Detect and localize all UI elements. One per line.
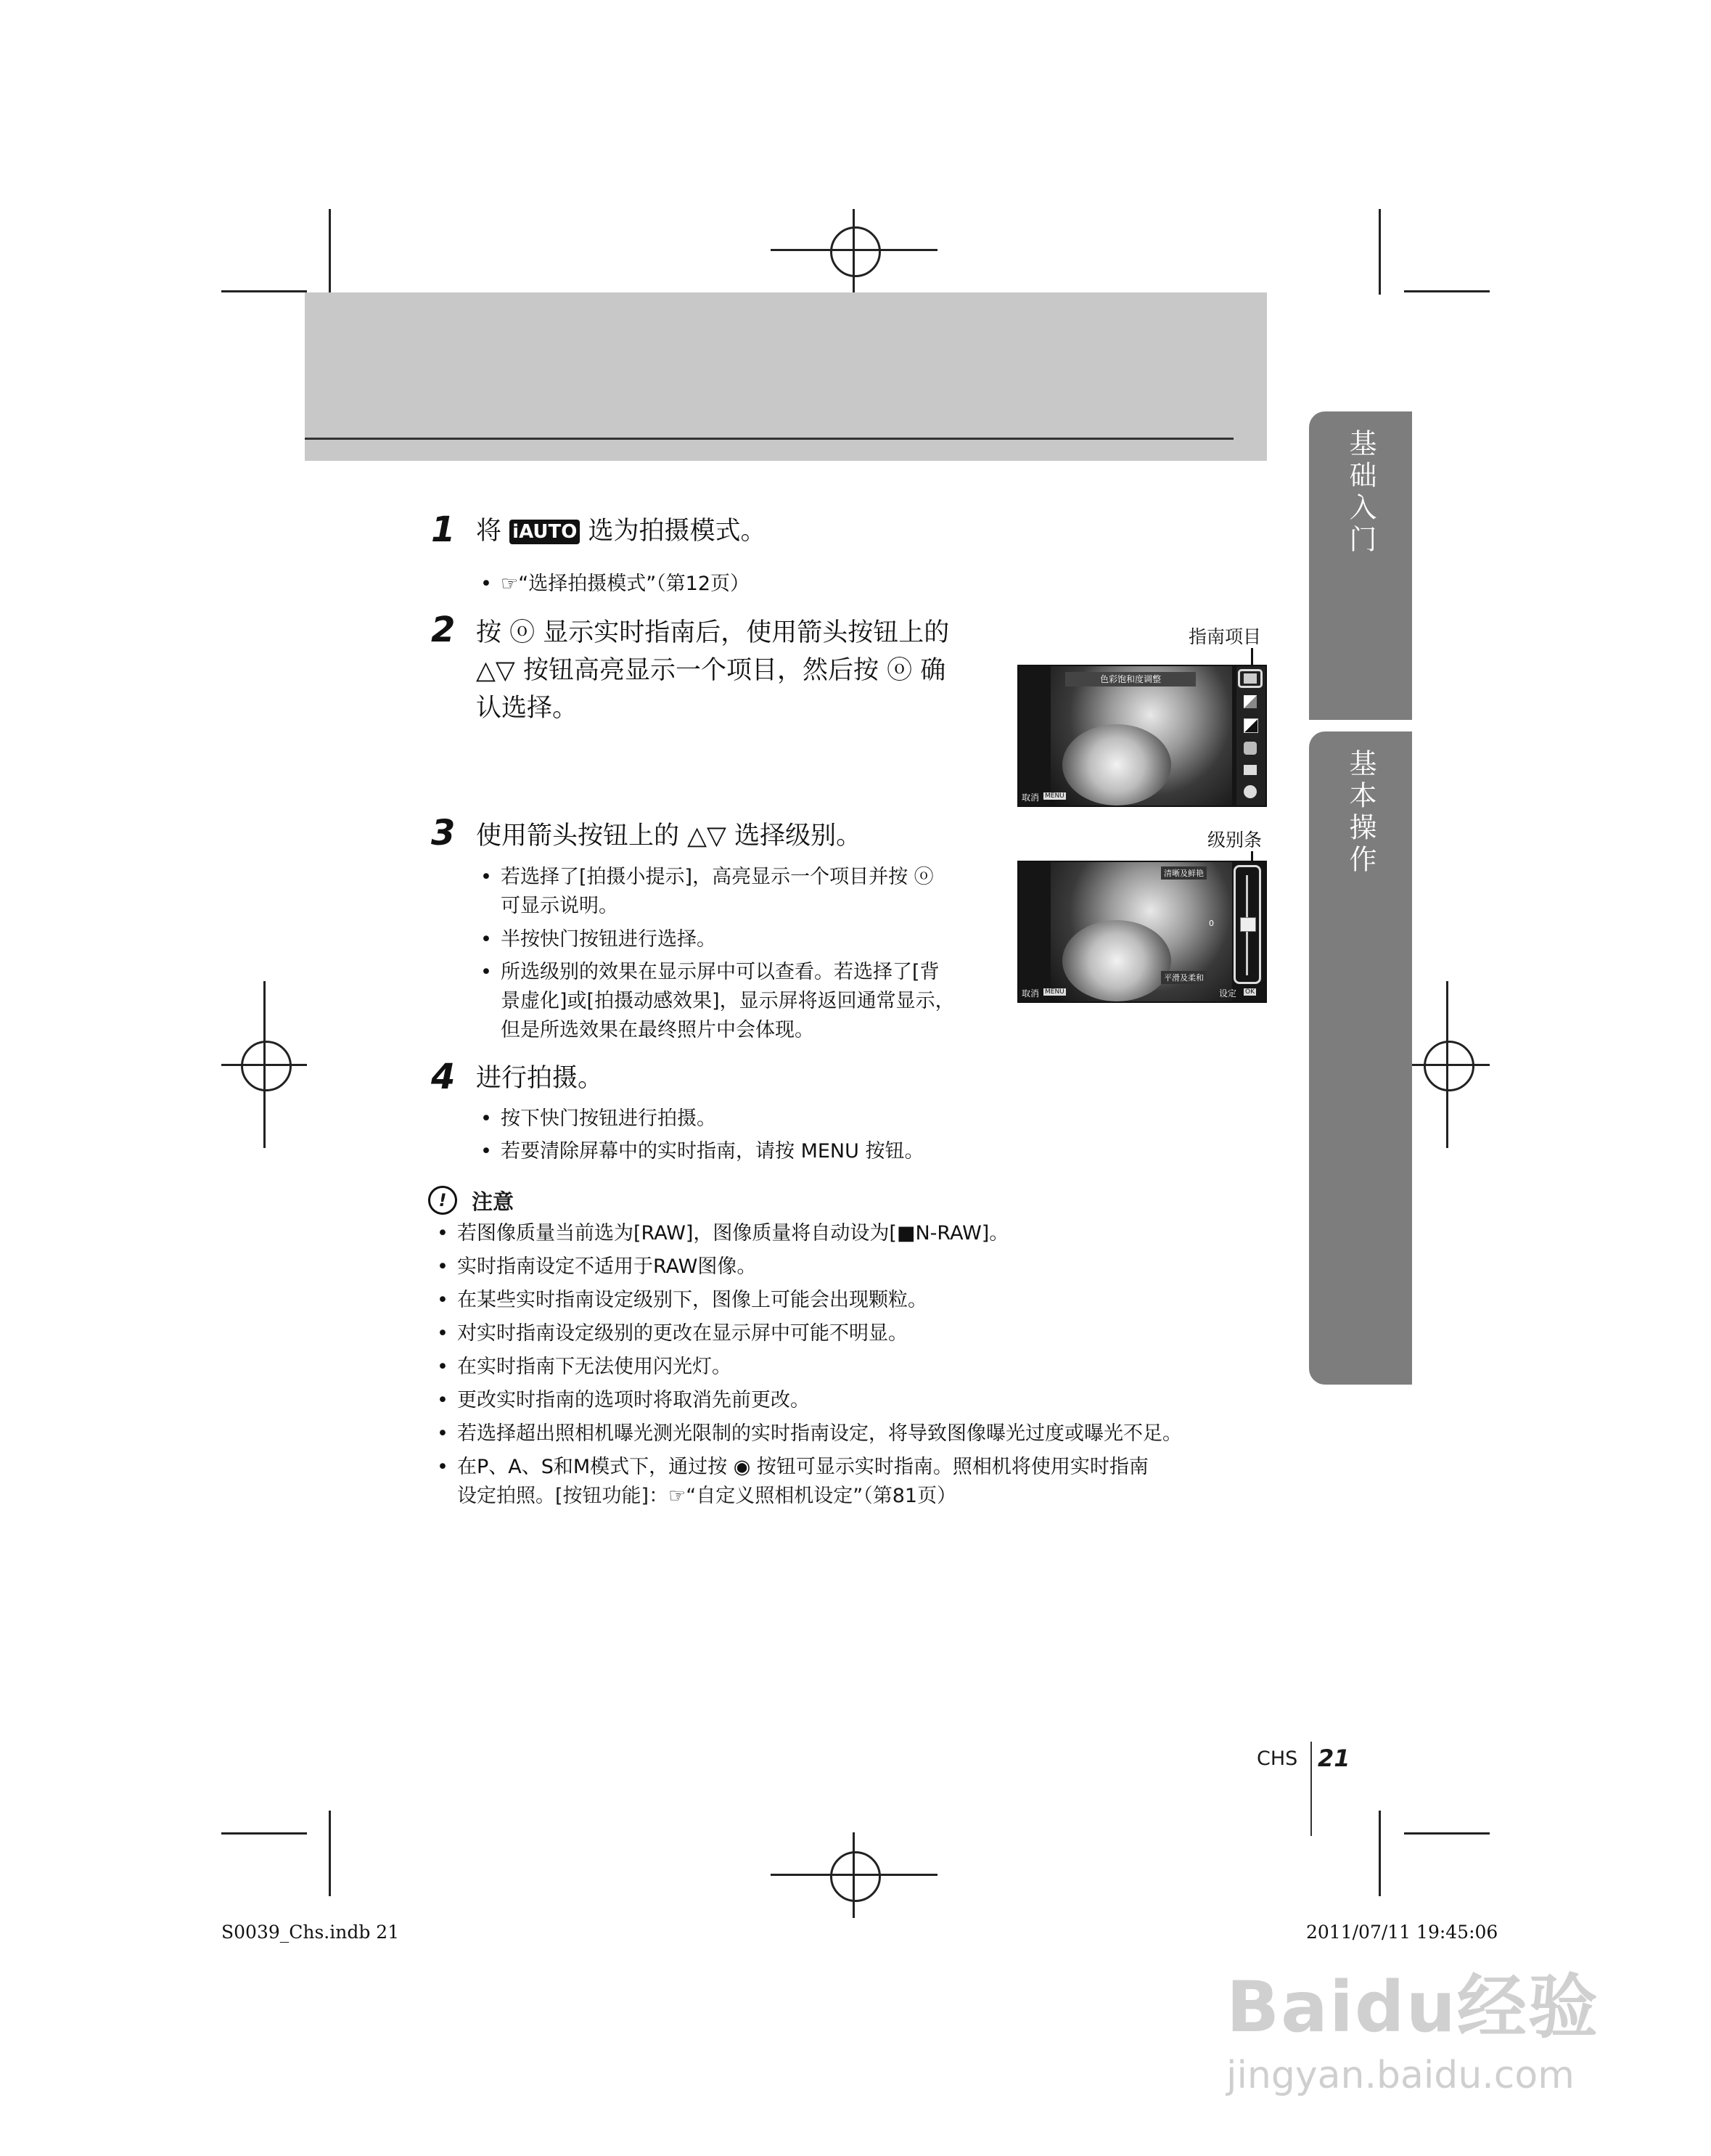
step-text: 使用箭头按钮上的 △▽ 选择级别。	[476, 821, 862, 850]
crop-mark	[1404, 1832, 1490, 1835]
crop-mark	[221, 1832, 307, 1835]
page-lang: CHS	[1257, 1747, 1298, 1770]
menu-badge: MENU	[1045, 792, 1064, 800]
iauto-icon: iAUTO	[509, 520, 580, 544]
tips-icon	[1244, 785, 1257, 798]
guide-item-label: 指南项目	[1189, 626, 1262, 647]
page-divider	[1310, 1742, 1312, 1836]
registration-circle	[830, 1851, 881, 1902]
step-bullet: • 若选择了[拍摄小提示]，高亮显示一个项目并按 ⓞ 可显示说明。	[501, 863, 934, 921]
level-value: 0	[1209, 919, 1214, 928]
motion-icon	[1244, 765, 1257, 775]
header-rule	[305, 438, 1234, 440]
guide-title-bar: 色彩饱和度调整	[1065, 672, 1196, 686]
tab-basic-ops[interactable]	[1309, 731, 1412, 1385]
step-number: 3	[431, 813, 456, 853]
note-item: • 更改实时指南的选项时将取消先前更改。	[457, 1386, 810, 1415]
camera-screen-level	[1017, 861, 1267, 1003]
step-bullet: • 半按快门按钮进行选择。	[501, 925, 716, 954]
brightness-icon	[1244, 718, 1258, 733]
caution-icon: !	[428, 1186, 457, 1215]
note-item: • 实时指南设定不适用于RAW图像。	[457, 1253, 756, 1282]
step-number: 1	[431, 509, 456, 550]
cancel-label: 取消	[1022, 792, 1040, 803]
step-bullet: • 所选级别的效果在显示屏中可以查看。若选择了[背 景虚化]或[拍摄动感效果]，显示屏将返回通常显示， 但是所选效果在最终照片中会体现。	[501, 958, 955, 1045]
footer-date: 2011/07/11 19:45:06	[1306, 1922, 1498, 1943]
level-top-label: 清晰及鲜艳	[1161, 866, 1207, 880]
step-bullet: • 若要清除屏幕中的实时指南，请按 MENU 按钮。	[501, 1137, 924, 1166]
crop-mark	[1379, 209, 1381, 295]
chapter-header-band	[305, 292, 1267, 461]
registration-circle	[241, 1041, 292, 1091]
tab-label: 基础入门	[1345, 429, 1376, 557]
step-bullet: • ☞“选择拍摄模式”（第12页）	[501, 570, 750, 599]
level-bottom-label: 平滑及柔和	[1161, 971, 1207, 984]
ok-badge: OK	[1245, 988, 1255, 996]
step-text: 按 ⓞ 显示实时指南后，使用箭头按钮上的	[476, 618, 950, 647]
photo-rose	[1062, 724, 1171, 806]
crop-mark	[329, 209, 331, 295]
note-title: 注意	[472, 1189, 514, 1214]
warmth-icon	[1244, 695, 1257, 708]
menu-badge: MENU	[1045, 988, 1064, 996]
watermark-logo: Baidu经验	[1226, 1967, 1599, 2048]
cancel-label: 取消	[1022, 988, 1040, 999]
step-number: 4	[431, 1057, 456, 1097]
step-number: 2	[431, 610, 456, 650]
note-item: • 若图像质量当前选为[RAW]，图像质量将自动设为[■N-RAW]。	[457, 1219, 1009, 1248]
watermark-url: jingyan.baidu.com	[1226, 2054, 1575, 2097]
set-label: 设定	[1219, 988, 1237, 999]
crop-mark	[1404, 290, 1490, 292]
blur-icon	[1244, 742, 1257, 755]
page-number: 21	[1318, 1745, 1350, 1772]
crop-mark	[329, 1811, 331, 1896]
step-text: 进行拍摄。	[476, 1064, 604, 1093]
step-text: 认选择。	[476, 694, 578, 723]
crop-mark	[1379, 1811, 1381, 1896]
step-text: △▽ 按钮高亮显示一个项目，然后按 ⓞ 确	[476, 656, 946, 685]
note-item-continuation: 设定拍照。[按钮功能]：☞“自定义照相机设定”（第81页）	[457, 1485, 957, 1507]
level-bar-label: 级别条	[1207, 829, 1263, 850]
photo-rose	[1062, 920, 1171, 1001]
note-item: • 在某些实时指南设定级别下，图像上可能会出现颗粒。	[457, 1286, 927, 1315]
registration-circle	[830, 226, 881, 277]
crop-mark	[221, 290, 307, 292]
tab-basic-intro[interactable]	[1309, 411, 1412, 720]
saturation-icon	[1244, 673, 1257, 684]
note-item: • 在P、A、S和M模式下，通过按 ◉ 按钮可显示实时指南。照相机将使用实时指南	[457, 1453, 1149, 1482]
footer-file: S0039_Chs.indb 21	[221, 1922, 400, 1943]
note-item: • 若选择超出照相机曝光测光限制的实时指南设定，将导致图像曝光过度或曝光不足。	[457, 1419, 1182, 1448]
note-item: • 对实时指南设定级别的更改在显示屏中可能不明显。	[457, 1319, 908, 1348]
step-text: 将 iAUTO 选为拍摄模式。	[476, 517, 766, 546]
registration-circle	[1424, 1041, 1474, 1091]
step-bullet: • 按下快门按钮进行拍摄。	[501, 1104, 716, 1134]
note-item: • 在实时指南下无法使用闪光灯。	[457, 1353, 731, 1382]
level-slider[interactable]	[1240, 917, 1256, 932]
tab-label: 基本操作	[1345, 749, 1376, 877]
camera-screen-guide	[1017, 665, 1267, 807]
